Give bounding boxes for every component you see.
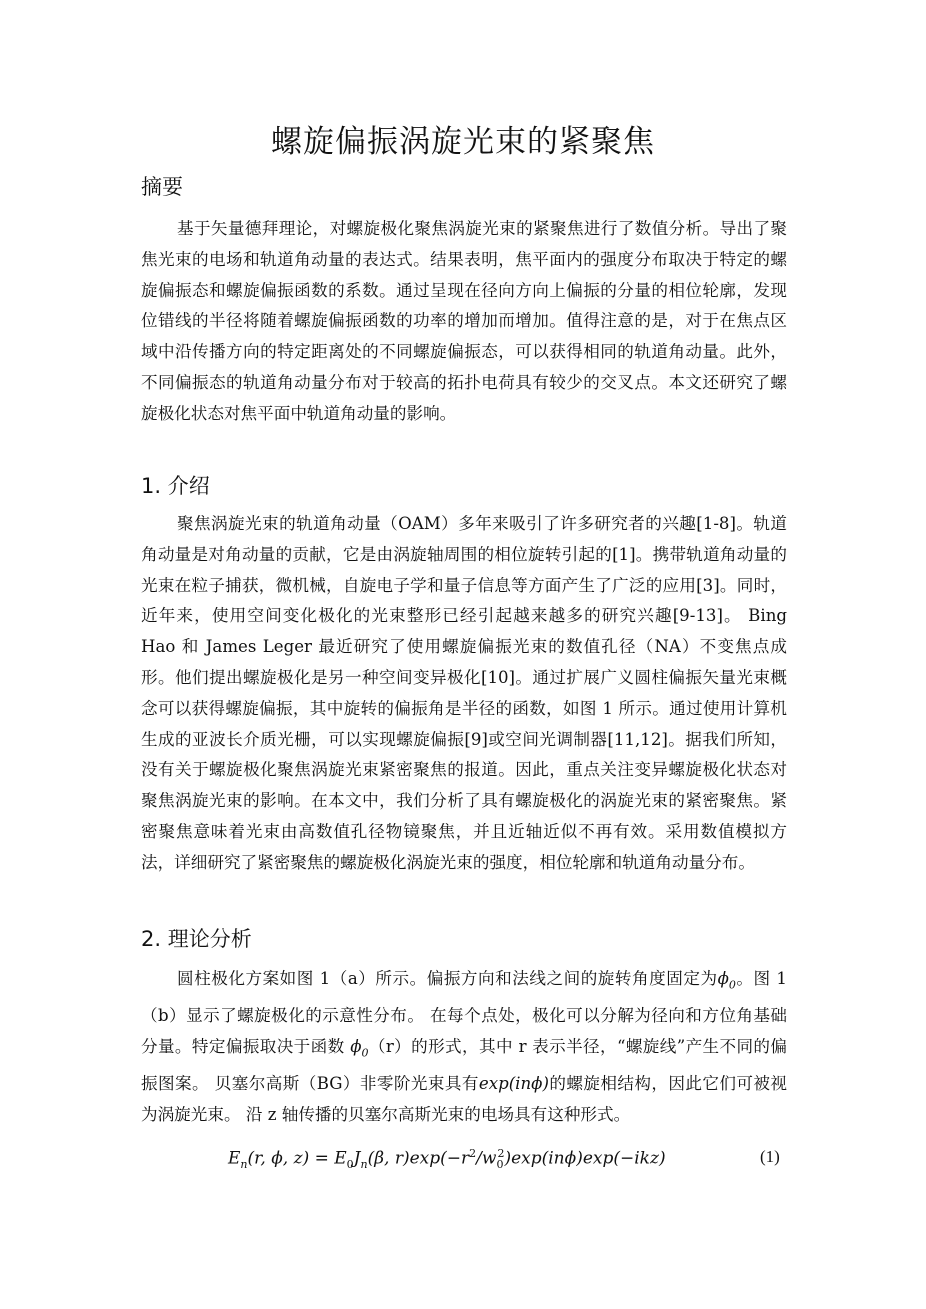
abstract-text: 基于矢量德拜理论，对螺旋极化聚焦涡旋光束的紧聚焦进行了数值分析。导出了聚焦光束的电场和轨道角动量的表达式。结果表明，焦平面内的强度分布取决于特定的螺旋偏振态和螺旋偏振函数的系数。通过呈现在径向方向上偏振的分量的相位轮廓，发现位错线的半径将随着螺旋偏振函数的功率的增加而增加。值得注意的是，对于在焦点区域中沿传播方向的特定距离处的不同螺旋偏振态，可以获得相同的轨道角动量。此外，不同偏振态的轨道角动量分布对于较高的拓扑电荷具有较少的交叉点。本文还研究了螺旋极化状态对焦平面中轨道角动量的影响。 bbox=[141, 219, 787, 423]
section-2-text-a: 圆柱极化方案如图 1（a）所示。偏振方向和法线之间的旋转角度固定为 bbox=[177, 969, 718, 988]
section-2-heading: 2. 理论分析 bbox=[141, 927, 252, 951]
abstract-heading: 摘要 bbox=[141, 175, 183, 199]
section-2-text-b: 。图 1（b）显示了螺旋极化的示意性分布。 在每个点处，极化可以分解为径向和方位角基础分量。特定偏振取决于函数 bbox=[141, 969, 787, 1056]
section-2-text bbox=[141, 964, 787, 1131]
section-2-text-d: 的螺旋相结构，因此它们可被视为涡旋光束。 沿 z 轴传播的贝塞尔高斯光束的电场具有这种形式。 bbox=[141, 1074, 787, 1124]
phi0-symbol-inline: $\phi_0$ bbox=[350, 1036, 369, 1060]
equation-1: $E_n(r$, ϕ, $z) = E_0J_n(\beta$, $r)\exp(-r^2/w_0^2)\exp(in\phi)\exp(-ikz)$ bbox=[228, 1147, 666, 1172]
phi0-symbol: $\phi_0$ bbox=[717, 969, 736, 992]
equation-number: (1) bbox=[760, 1147, 780, 1166]
section-1-heading: 1. 介绍 bbox=[141, 474, 210, 498]
section-2-text-c: （r）的形式，其中 r 表示半径，“螺旋线”产生不同的偏振图案。 贝塞尔高斯（BG）非零阶光束具有 bbox=[141, 1036, 787, 1094]
section-1-text: 聚焦涡旋光束的轨道角动量（OAM）多年来吸引了许多研究者的兴趣[1-8]。轨道角动量是对角动量的贡献，它是由涡旋轴周围的相位旋转引起的[1]。携带轨道角动量的光束在粒子捕获，微机械，自旋电子学和量子信息等方面产生了广泛的应用[3]。同时，近年来，使用空间变化极化的光束整形已经引起越来越多的研究兴趣[9-13]。 Bing Hao 和 James Leger 最近研究了使用螺旋偏振光束的数值孔径（NA）不变焦点成形。他们提出螺旋极化是另一种空间变异极化[10]。通过扩展广义圆柱偏振矢量光束概念可以获得螺旋偏振，其中旋转的偏振角是半径的函数，如图 1 所示。通过使用计算机生成的亚波长介质光栅，可以实现螺旋偏振[9]或空间光调制器[11,12]。据我们所知，没有关于螺旋极化聚焦涡旋光束紧密聚焦的报道。因此，重点关注变异螺旋极化状态对聚焦涡旋光束的影响。在本文中，我们分析了具有螺旋极化的涡旋光束的紧密聚焦。紧密聚焦意味着光束由高数值孔径物镜聚焦，并且近轴近似不再有效。采用数值模拟方法，详细研究了紧密聚焦的螺旋极化涡旋光束的强度，相位轮廓和轨道角动量分布。 bbox=[141, 514, 787, 872]
paper-title: 螺旋偏振涡旋光束的紧聚焦 bbox=[271, 124, 655, 160]
exp-term: exp(inϕ) bbox=[478, 1074, 549, 1094]
